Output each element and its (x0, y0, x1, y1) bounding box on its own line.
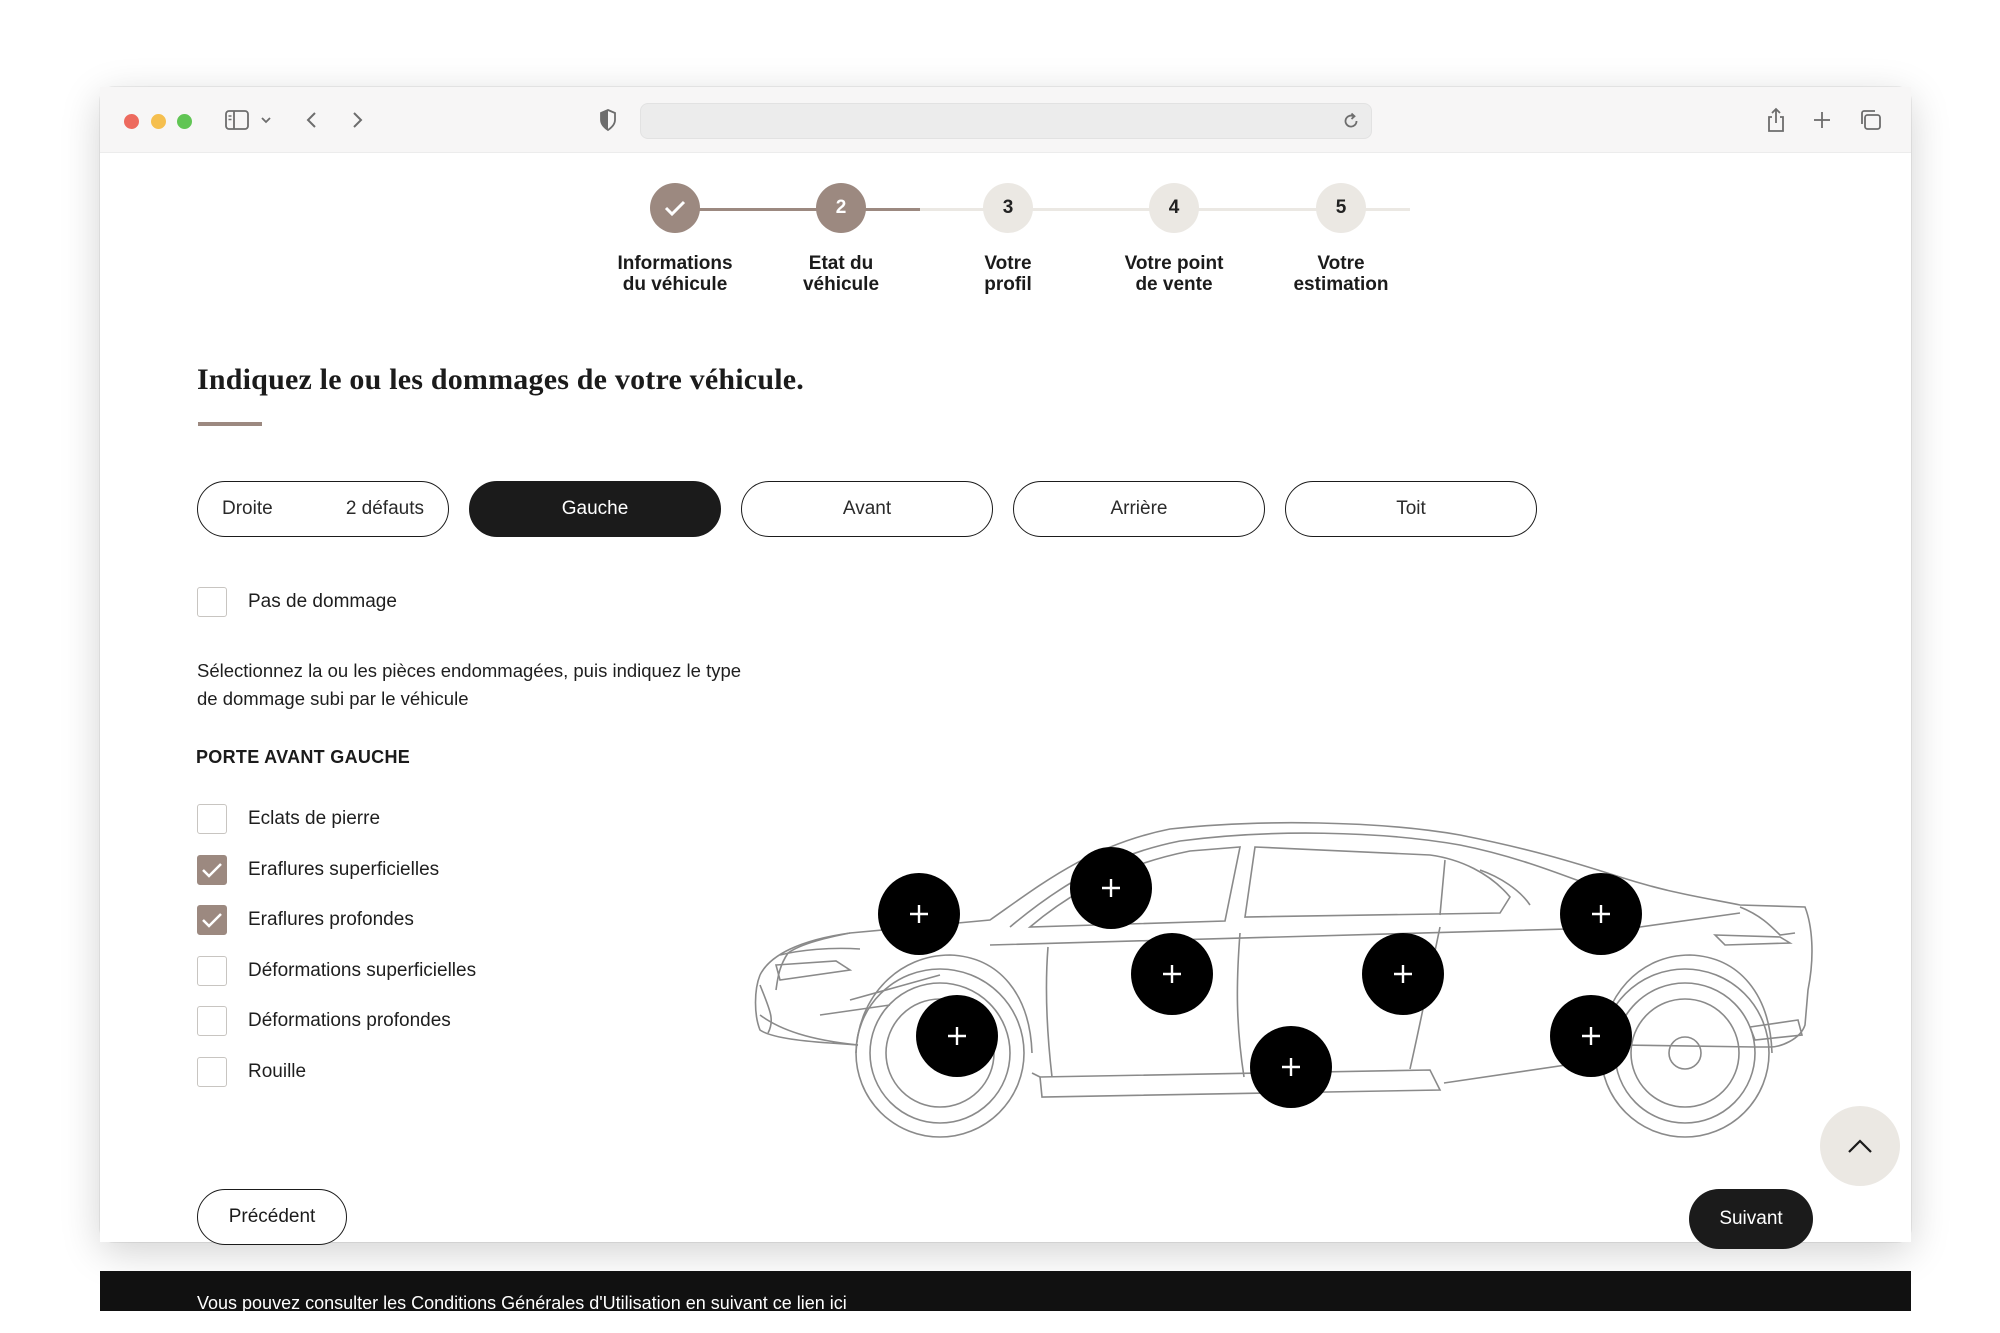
tab-avant[interactable]: Avant (741, 481, 993, 537)
step-2-label: Etat du véhicule (802, 253, 880, 295)
damage-option-label: Eraflures superficielles (248, 859, 440, 880)
tab-gauche[interactable]: Gauche (469, 481, 721, 537)
back-icon[interactable] (300, 104, 324, 136)
footer-cgu-link[interactable]: Vous pouvez consulter les Conditions Générales d'Utilisation en suivant ce lien ici (197, 1293, 847, 1313)
check-icon (201, 912, 223, 928)
damage-option-deformations-profondes[interactable] (197, 1006, 451, 1036)
chevron-up-icon (1846, 1137, 1874, 1155)
damage-option-label: Eraflures profondes (248, 909, 414, 930)
plus-icon (1100, 877, 1122, 899)
shield-icon[interactable] (596, 104, 620, 136)
step-4-label: Votre point de vente (1124, 253, 1224, 295)
checkbox[interactable] (197, 1006, 227, 1036)
tabs-overview-icon[interactable] (1857, 104, 1883, 136)
check-icon (201, 862, 223, 878)
checkbox[interactable] (197, 1057, 227, 1087)
browser-window (100, 87, 1911, 1313)
hotspot-rear-door[interactable] (1362, 933, 1444, 1015)
damage-option-label: Déformations profondes (248, 1010, 451, 1031)
plus-icon (946, 1025, 968, 1047)
no-damage-label: Pas de dommage (248, 591, 397, 612)
footer-bar (100, 1271, 1911, 1311)
maximize-window-button[interactable] (177, 114, 192, 129)
hotspot-sill[interactable] (1250, 1026, 1332, 1108)
damage-option-deformations-superficielles[interactable] (197, 956, 476, 986)
tab-droite-count: 2 défauts (345, 498, 424, 519)
minimize-window-button[interactable] (151, 114, 166, 129)
step-3-label: Votre profil (984, 253, 1032, 295)
close-window-button[interactable] (124, 114, 139, 129)
damage-option-eraflures-profondes[interactable] (197, 905, 414, 935)
step-2-circle: 2 (816, 183, 866, 233)
damage-option-rouille[interactable] (197, 1057, 306, 1087)
share-icon[interactable] (1763, 104, 1789, 136)
forward-icon[interactable] (345, 104, 369, 136)
page-title: Indiquez le ou les dommages de votre véhicule. (197, 363, 804, 396)
new-tab-icon[interactable] (1809, 104, 1835, 136)
hotspot-front-wheel[interactable] (916, 995, 998, 1077)
step-4-circle: 4 (1149, 183, 1199, 233)
page-content (100, 153, 1911, 1313)
damage-option-label: Eclats de pierre (248, 808, 381, 829)
step-5-circle: 5 (1316, 183, 1366, 233)
tab-toit[interactable]: Toit (1285, 481, 1537, 537)
plus-icon (1161, 963, 1183, 985)
tab-arriere[interactable]: Arrière (1013, 481, 1265, 537)
hotspot-rear-fender[interactable] (1560, 873, 1642, 955)
checkbox[interactable] (197, 956, 227, 986)
damage-option-eraflures-superficielles[interactable] (197, 855, 439, 885)
reload-icon[interactable] (1341, 111, 1361, 131)
browser-toolbar (100, 87, 1911, 153)
scroll-to-top-button[interactable] (1820, 1106, 1900, 1186)
checkbox-checked[interactable] (197, 855, 227, 885)
step-5-label: Votre estimation (1293, 253, 1389, 295)
plus-icon (1392, 963, 1414, 985)
no-damage-checkbox[interactable] (197, 587, 227, 617)
plus-icon (908, 903, 930, 925)
selected-part-heading: PORTE AVANT GAUCHE (196, 747, 411, 767)
address-bar[interactable] (640, 103, 1372, 139)
checkbox[interactable] (197, 804, 227, 834)
plus-icon (1280, 1056, 1302, 1078)
next-button[interactable]: Suivant (1689, 1189, 1813, 1249)
damage-option-eclats[interactable] (197, 804, 380, 834)
checkbox-checked[interactable] (197, 905, 227, 935)
hotspot-front-fender[interactable] (878, 873, 960, 955)
title-underline (198, 422, 262, 426)
hotspot-windshield-pillar[interactable] (1070, 847, 1152, 929)
no-damage-row[interactable] (197, 587, 397, 617)
step-3-circle: 3 (983, 183, 1033, 233)
plus-icon (1580, 1025, 1602, 1047)
hotspot-front-door[interactable] (1131, 933, 1213, 1015)
hotspot-rear-wheel[interactable] (1550, 995, 1632, 1077)
tab-droite-label: Droite (222, 498, 273, 519)
step-1-label: Informations du véhicule (617, 253, 733, 295)
plus-icon (1590, 903, 1612, 925)
check-icon (663, 199, 687, 217)
stepper-line-done (675, 208, 920, 211)
tab-droite[interactable] (197, 481, 449, 537)
sidebar-icon[interactable] (222, 104, 252, 136)
previous-button[interactable]: Précédent (197, 1189, 347, 1245)
instruction-text: Sélectionnez la ou les pièces endommagées, puis indiquez le type de dommage subi par le véhicule (197, 660, 742, 709)
chevron-down-icon[interactable] (258, 104, 274, 136)
damage-option-label: Rouille (248, 1061, 307, 1082)
damage-option-label: Déformations superficielles (248, 960, 477, 981)
step-1-circle[interactable] (650, 183, 700, 233)
